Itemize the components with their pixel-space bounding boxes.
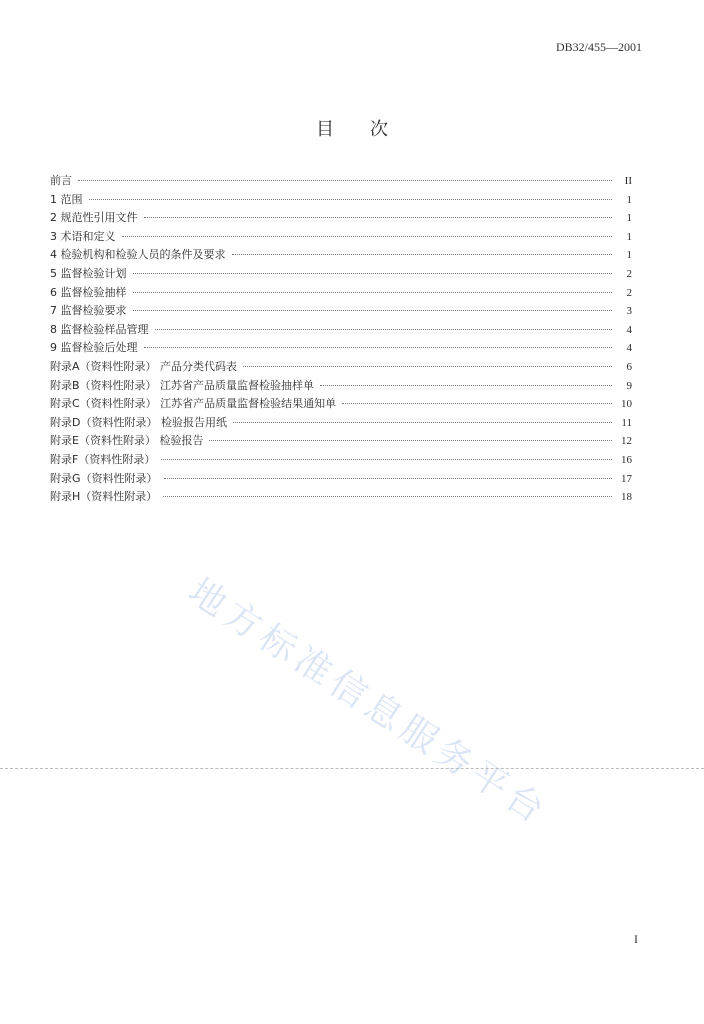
toc-entry[interactable] bbox=[50, 191, 632, 210]
toc-entry[interactable] bbox=[50, 377, 632, 396]
dot-leader bbox=[155, 329, 613, 330]
toc-entry[interactable] bbox=[50, 302, 632, 321]
dot-leader bbox=[133, 273, 613, 274]
toc-label: 3 术语和定义 bbox=[50, 229, 116, 243]
watermark: 地方标准信息服务平台 bbox=[181, 570, 556, 835]
dot-leader bbox=[144, 347, 613, 348]
toc-page-number: 12 bbox=[621, 435, 632, 448]
toc-entry[interactable] bbox=[50, 284, 632, 303]
table-of-contents bbox=[50, 172, 632, 507]
toc-entry[interactable] bbox=[50, 358, 632, 377]
dot-leader bbox=[144, 217, 613, 218]
toc-label: 附录H（资料性附录） bbox=[50, 490, 158, 504]
dot-leader bbox=[89, 199, 613, 200]
toc-label: 附录E（资料性附录） 检验报告 bbox=[50, 434, 204, 448]
toc-page-number: 4 bbox=[626, 323, 632, 336]
toc-page-number: 3 bbox=[626, 305, 632, 318]
toc-page-number: 1 bbox=[626, 212, 632, 225]
toc-page-number: 1 bbox=[626, 193, 632, 206]
dot-leader bbox=[232, 254, 613, 255]
toc-page-number: 6 bbox=[626, 360, 632, 373]
page-title: 目次 bbox=[316, 119, 424, 140]
toc-label: 4 检验机构和检验人员的条件及要求 bbox=[50, 248, 226, 262]
toc-label: 附录F（资料性附录） bbox=[50, 452, 156, 466]
toc-entry[interactable] bbox=[50, 339, 632, 358]
toc-entry[interactable] bbox=[50, 246, 632, 265]
toc-page-number: 18 bbox=[621, 491, 632, 504]
dot-leader bbox=[161, 459, 612, 460]
toc-page-number: II bbox=[624, 175, 632, 187]
toc-label: 2 规范性引用文件 bbox=[50, 211, 138, 225]
toc-page-number: 11 bbox=[621, 416, 632, 429]
toc-label: 7 监督检验要求 bbox=[50, 304, 127, 318]
toc-entry[interactable] bbox=[50, 470, 632, 489]
dot-leader bbox=[133, 292, 613, 293]
toc-entry[interactable] bbox=[50, 414, 632, 433]
toc-page-number: 9 bbox=[626, 379, 632, 392]
toc-label: 附录A（资料性附录） 产品分类代码表 bbox=[50, 359, 238, 373]
toc-entry[interactable] bbox=[50, 488, 632, 507]
toc-label: 附录D（资料性附录） 检验报告用纸 bbox=[50, 415, 227, 429]
dot-leader bbox=[243, 366, 612, 367]
toc-page-number: 17 bbox=[621, 472, 632, 485]
toc-entry[interactable] bbox=[50, 395, 632, 414]
page-number: I bbox=[634, 932, 638, 946]
dot-leader bbox=[233, 422, 612, 423]
dot-leader bbox=[320, 385, 612, 386]
toc-entry[interactable] bbox=[50, 172, 632, 191]
toc-label: 1 范围 bbox=[50, 192, 83, 206]
dot-leader bbox=[164, 478, 612, 479]
page-divider bbox=[0, 768, 704, 769]
toc-entry[interactable] bbox=[50, 265, 632, 284]
dot-leader bbox=[122, 236, 613, 237]
toc-label: 前言 bbox=[50, 174, 72, 187]
toc-label: 8 监督检验样品管理 bbox=[50, 322, 149, 336]
toc-label: 附录C（资料性附录） 江苏省产品质量监督检验结果通知单 bbox=[50, 397, 337, 411]
toc-page-number: 1 bbox=[626, 230, 632, 243]
toc-page-number: 2 bbox=[626, 286, 632, 299]
toc-page-number: 1 bbox=[626, 249, 632, 262]
toc-entry[interactable] bbox=[50, 321, 632, 340]
toc-label: 附录G（资料性附录） bbox=[50, 471, 158, 485]
dot-leader bbox=[163, 496, 612, 497]
toc-entry[interactable] bbox=[50, 209, 632, 228]
toc-label: 9 监督检验后处理 bbox=[50, 341, 138, 355]
toc-page-number: 16 bbox=[621, 453, 632, 466]
toc-entry[interactable] bbox=[50, 432, 632, 451]
toc-entry[interactable] bbox=[50, 228, 632, 247]
dot-leader bbox=[209, 440, 612, 441]
dot-leader bbox=[78, 180, 612, 181]
toc-page-number: 2 bbox=[626, 267, 632, 280]
toc-label: 附录B（资料性附录） 江苏省产品质量监督检验抽样单 bbox=[50, 378, 315, 392]
toc-label: 5 监督检验计划 bbox=[50, 266, 127, 280]
toc-page-number: 10 bbox=[621, 398, 632, 411]
dot-leader bbox=[133, 310, 613, 311]
toc-entry[interactable] bbox=[50, 451, 632, 470]
dot-leader bbox=[342, 403, 612, 404]
toc-page-number: 4 bbox=[626, 342, 632, 355]
standard-code: DB32/455—2001 bbox=[555, 40, 642, 54]
toc-label: 6 监督检验抽样 bbox=[50, 285, 127, 299]
